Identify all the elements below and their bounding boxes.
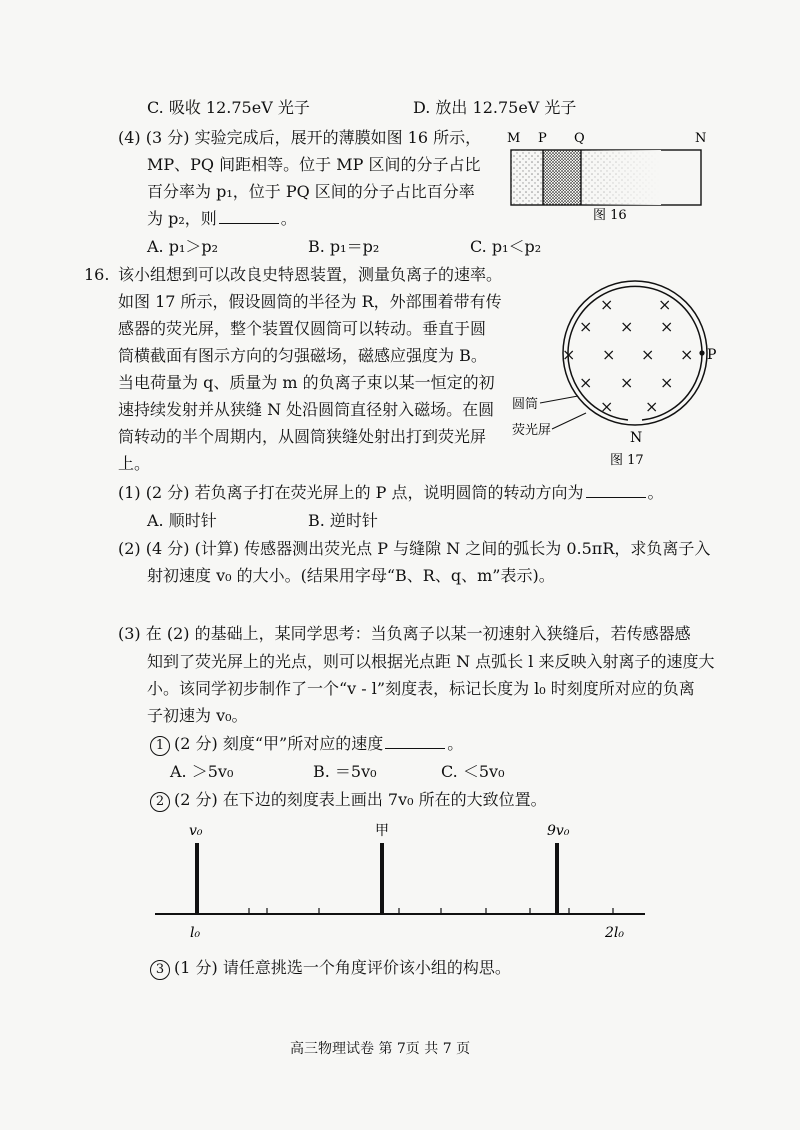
fig16-label-n: N — [695, 131, 707, 146]
film-region-pq — [543, 150, 581, 205]
sub-q3-text: (1 分) 请任意挑选一个角度评价该小组的构思。 — [174, 958, 511, 977]
page-footer: 高三物理试卷 第 7页 共 7 页 — [290, 1041, 471, 1057]
q15-part4-line1: (4) (3 分) 实验完成后，展开的薄膜如图 16 所示， — [118, 128, 482, 147]
field-x: × — [641, 345, 655, 364]
q16-part1 — [118, 482, 664, 504]
field-x: × — [600, 295, 614, 314]
q15-part4-line4 — [147, 208, 297, 230]
sub-q3 — [150, 957, 511, 980]
field-x: × — [620, 373, 634, 392]
figure-17 — [510, 270, 730, 470]
q16-part3-line4: 子初速为 v₀。 — [147, 706, 248, 725]
sub-q2-text: (2 分) 在下边的刻度表上画出 7v₀ 所在的大致位置。 — [174, 790, 547, 809]
fig16-caption: 图 16 — [593, 208, 627, 223]
fig16-label-p: P — [538, 131, 547, 146]
q16-part1-text: (1) (2 分) 若负离子打在荧光屏上的 P 点，说明圆筒的转动方向为 — [118, 483, 584, 502]
q16-part3-line2: 知到了荧光屏上的光点，则可以根据光点距 N 点弧长 l 来反映入射离子的速度大 — [147, 652, 715, 671]
circle-number-1: 1 — [150, 736, 170, 756]
fig17-caption: 图 17 — [610, 453, 644, 468]
q16-part1-opt-a: A. 顺时针 — [147, 511, 217, 530]
film-fade — [581, 150, 661, 205]
label-9v0: 9v₀ — [547, 823, 570, 839]
q16-intro-2: 如图 17 所示，假设圆筒的半径为 R，外部围着带有传 — [118, 292, 502, 311]
label-jia: 甲 — [375, 823, 389, 839]
q16-intro-1: 该小组想到可以改良史特恩装置，测量负离子的速率。 — [118, 265, 503, 284]
q16-part1-opt-b: B. 逆时针 — [308, 511, 378, 530]
q16-intro-6: 速持续发射并从狭缝 N 处沿圆筒直径射入磁场。在圆 — [118, 400, 495, 419]
sub-q1 — [150, 733, 463, 756]
figure-16 — [495, 125, 720, 225]
q15-part4-line3: 百分率为 p₁，位于 PQ 区间的分子占比百分率 — [147, 182, 475, 201]
answer-blank[interactable] — [586, 483, 646, 498]
q16-intro-4: 筒横截面有图示方向的匀强磁场，磁感应强度为 B。 — [118, 346, 487, 365]
q16-part3-line3: 小。该同学初步制作了一个“v - l”刻度表，标记长度为 l₀ 时刻度所对应的负离 — [147, 679, 695, 698]
label-2l0: 2l₀ — [605, 925, 624, 941]
q16-number: 16. — [84, 265, 110, 284]
label-screen: 荧光屏 — [512, 423, 552, 438]
sub-q1-opt-b: B. ＝5v₀ — [313, 762, 377, 781]
field-x: × — [579, 317, 593, 336]
leader-tube — [540, 396, 578, 403]
fig16-label-m: M — [507, 131, 521, 146]
period: 。 — [447, 734, 464, 753]
label-l0: l₀ — [190, 925, 201, 941]
period: 。 — [647, 483, 664, 502]
q16-part2-line1: (2) (4 分) (计算) 传感器测出荧光点 P 与缝隙 N 之间的弧长为 0.5πR，求负离子入 — [118, 539, 711, 558]
q15-opt-a: A. p₁＞p₂ — [147, 237, 219, 256]
circle-number-2: 2 — [150, 792, 170, 812]
field-x: × — [620, 317, 634, 336]
label-v0: v₀ — [189, 823, 203, 839]
field-x: × — [680, 345, 694, 364]
q16-part3-line1: (3) 在 (2) 的基础上，某同学思考：当负离子以某一初速射入狭缝后，若传感器感 — [118, 624, 691, 643]
field-x: × — [660, 373, 674, 392]
answer-blank[interactable] — [385, 734, 445, 749]
field-x: × — [658, 295, 672, 314]
film-region-mp — [511, 150, 543, 205]
option-c: C. 吸收 12.75eV 光子 — [147, 98, 310, 117]
field-x: × — [562, 345, 576, 364]
period: 。 — [280, 209, 297, 228]
v-l-scale[interactable] — [150, 815, 650, 945]
sub-q2 — [150, 789, 547, 812]
q15-opt-c: C. p₁＜p₂ — [470, 237, 542, 256]
fig17-label-p: P — [707, 347, 717, 363]
field-x: × — [602, 345, 616, 364]
point-p — [699, 350, 704, 355]
answer-blank[interactable] — [219, 209, 279, 224]
q16-intro-3: 感器的荧光屏，整个装置仅圆筒可以转动。垂直于圆 — [118, 319, 487, 338]
field-x: × — [660, 317, 674, 336]
circle-number-3: 3 — [150, 960, 170, 980]
field-x: × — [600, 397, 614, 416]
option-d: D. 放出 12.75eV 光子 — [413, 98, 577, 117]
leader-screen — [552, 413, 586, 429]
q15-part4-text: 为 p₂，则 — [147, 209, 217, 228]
fig16-label-q: Q — [574, 131, 585, 146]
sub-q1-opt-a: A. ＞5v₀ — [170, 762, 234, 781]
q15-opt-b: B. p₁＝p₂ — [308, 237, 380, 256]
sub-q1-text: (2 分) 刻度“甲”所对应的速度 — [174, 734, 384, 753]
q16-intro-8: 上。 — [118, 454, 151, 473]
field-x: × — [579, 373, 593, 392]
q16-part2-line2: 射初速度 v₀ 的大小。(结果用字母“B、R、q、m”表示)。 — [147, 566, 555, 585]
label-tube: 圆筒 — [512, 397, 539, 412]
fig17-label-n: N — [630, 430, 643, 446]
q15-part4-line2: MP、PQ 间距相等。位于 MP 区间的分子占比 — [147, 155, 481, 174]
field-x: × — [645, 397, 659, 416]
sub-q1-opt-c: C. ＜5v₀ — [441, 762, 505, 781]
q16-intro-7: 筒转动的半个周期内，从圆筒狭缝处射出打到荧光屏 — [118, 427, 487, 446]
q16-intro-5: 当电荷量为 q、质量为 m 的负离子束以某一恒定的初 — [118, 373, 495, 392]
